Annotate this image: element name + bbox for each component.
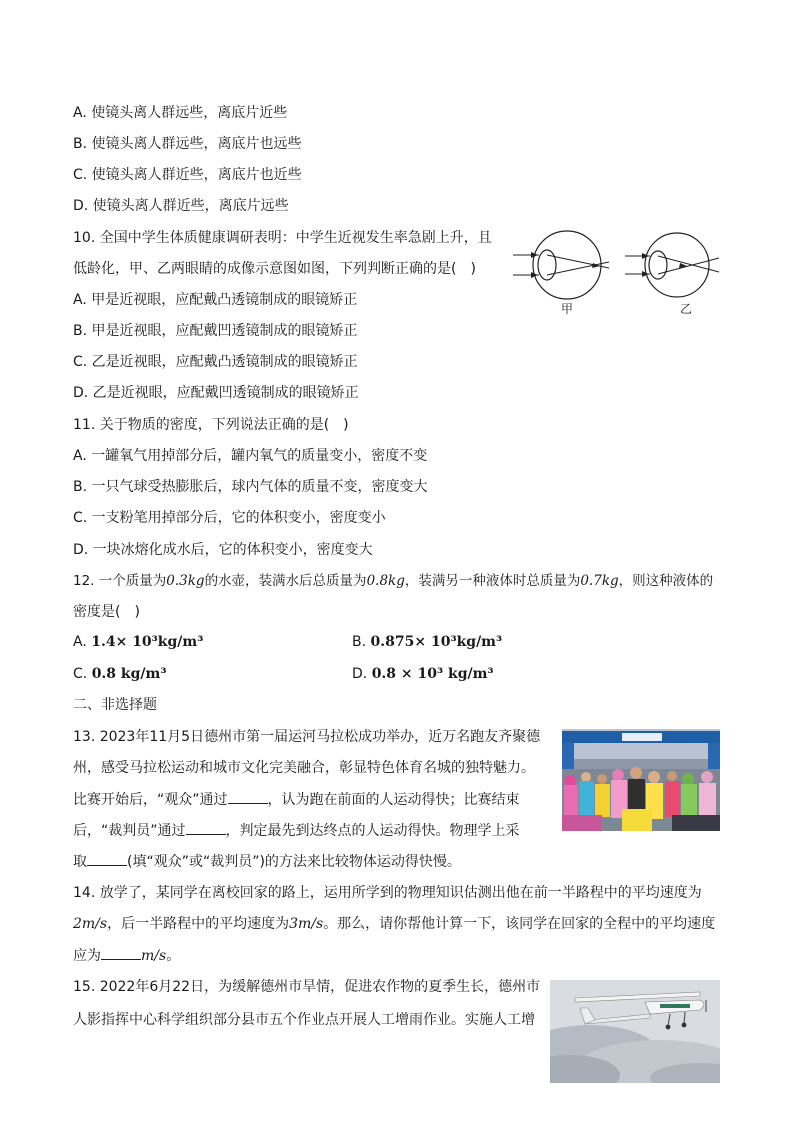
q14-text: ，后一半路程中的平均速度为 [107, 916, 290, 932]
q12-text: 的水壶，装满水后总质量为 [204, 573, 367, 589]
q12-option-a [73, 632, 203, 652]
q10-option-c: C. 乙是近视眼，应配戴凸透镜制成的眼镜矫正 [73, 354, 358, 370]
answer-blank-2[interactable] [186, 820, 226, 835]
q12-option-c [73, 664, 166, 684]
q15-line2: 人影指挥中心科学组织部分县市五个作业点开展人工增雨作业。实施人工增 [73, 1012, 535, 1028]
q12-stem-line1 [73, 571, 713, 591]
eye-diagram-yi [625, 233, 719, 316]
q14-speed-2: 3m/s [289, 916, 324, 932]
q12-option-a-value: 1.4× 10³kg/m³ [91, 634, 204, 650]
q10-stem-line1: 10. 全国中学生体质健康调研表明：中学生近视发生率急剧上升，且 [73, 230, 492, 246]
q14-text: 。 [166, 948, 181, 964]
q11-option-b: B. 一只气球受热膨胀后，球内气体的质量不变，密度变大 [73, 479, 428, 495]
airplane-photo-image [550, 980, 720, 1083]
marathon-photo-image [562, 729, 720, 831]
q13-text: ，认为跑在前面的人运动得快；比赛结束 [267, 792, 520, 808]
q11-option-c: C. 一支粉笔用掉部分后，它的体积变小，密度变小 [73, 510, 386, 526]
section-heading: 二、非选择题 [73, 697, 157, 713]
q12-mass-3: 0.7kg [580, 573, 619, 589]
q14-line3 [73, 945, 180, 966]
q9-option-c: C. 使镜头离人群近些，离底片也近些 [73, 167, 302, 183]
q15-line1: 15. 2022年6月22日，为缓解德州市旱情，促进农作物的夏季生长，德州市 [73, 979, 541, 995]
q12-option-d [352, 664, 494, 684]
q13-line4 [73, 820, 520, 841]
q10-option-a: A. 甲是近视眼，应配戴凸透镜制成的眼镜矫正 [73, 292, 358, 308]
answer-blank-1[interactable] [228, 789, 268, 804]
q10-stem-line2: 低龄化，甲、乙两眼睛的成像示意图如图，下列判断正确的是( ) [73, 261, 476, 277]
q12-option-a-label: A. [73, 634, 87, 650]
q14-speed-1: 2m/s [73, 916, 108, 932]
q12-mass-2: 0.8kg [366, 573, 405, 589]
q13-line2: 州，感受马拉松运动和城市文化完美融合，彰显特色体育名城的独特魅力。 [73, 760, 535, 776]
q14-line1: 14. 放学了，某同学在离校回家的路上，运用所学到的物理知识估测出他在前一半路程中的平均速度为 [73, 885, 702, 901]
q12-option-b-value: 0.875× 10³kg/m³ [370, 634, 503, 650]
q12-stem-line2: 密度是( ) [73, 604, 140, 620]
q13-text: 取 [73, 854, 87, 870]
label-jia: 甲 [561, 302, 574, 316]
airplane-photo [550, 980, 720, 1083]
q13-text: 后，“裁判员”通过 [73, 823, 186, 839]
q11-option-d: D. 一块冰熔化成水后，它的体积变小，密度变大 [73, 542, 373, 558]
q11-option-a: A. 一罐氧气用掉部分后，罐内氧气的质量变小，密度不变 [73, 448, 428, 464]
q14-text: 。那么，请你帮他计算一下，该同学在回家的全程中的平均速度 [323, 916, 716, 932]
q13-text: (填“观众”或“裁判员”)的方法来比较物体运动得快慢。 [127, 854, 461, 870]
marathon-photo [562, 729, 720, 831]
q14-line2 [73, 914, 715, 934]
q14-text: 应为 [73, 948, 101, 964]
q12-text: 12. 一个质量为 [73, 573, 167, 589]
q12-option-c-label: C. [73, 666, 88, 682]
q13-line3 [73, 789, 520, 810]
q14-unit: m/s [141, 948, 167, 964]
eye-diagrams [505, 225, 730, 320]
q9-option-a: A. 使镜头离人群远些，离底片近些 [73, 105, 288, 121]
q12-option-c-value: 0.8 kg/m³ [91, 666, 167, 682]
q12-option-d-label: D. [352, 666, 368, 682]
q10-option-b: B. 甲是近视眼，应配戴凹透镜制成的眼镜矫正 [73, 323, 358, 339]
q9-option-b: B. 使镜头离人群远些，离底片也远些 [73, 136, 302, 152]
q12-option-b-label: B. [352, 634, 367, 650]
eye-diagram-jia [513, 231, 609, 316]
q12-text: ，装满另一种液体时总质量为 [404, 573, 581, 589]
q13-text: ，判定最先到达终点的人运动得快。物理学上采 [225, 823, 520, 839]
q12-mass-1: 0.3kg [166, 573, 205, 589]
q12-option-b [352, 632, 502, 652]
answer-blank-3[interactable] [87, 851, 127, 866]
q13-text: 比赛开始后，“观众”通过 [73, 792, 228, 808]
label-yi: 乙 [680, 302, 693, 316]
q12-option-d-value: 0.8 × 10³ kg/m³ [371, 666, 494, 682]
q13-line5 [73, 851, 461, 872]
q11-stem: 11. 关于物质的密度，下列说法正确的是( ) [73, 417, 349, 433]
q10-option-d: D. 乙是近视眼，应配戴凹透镜制成的眼镜矫正 [73, 385, 359, 401]
q9-option-d: D. 使镜头离人群近些，离底片远些 [73, 198, 289, 214]
answer-blank-4[interactable] [101, 945, 141, 960]
q12-text: ，则这种液体的 [618, 573, 714, 589]
q13-line1: 13. 2023年11月5日德州市第一届运河马拉松成功举办，近万名跑友齐聚德 [73, 729, 541, 745]
